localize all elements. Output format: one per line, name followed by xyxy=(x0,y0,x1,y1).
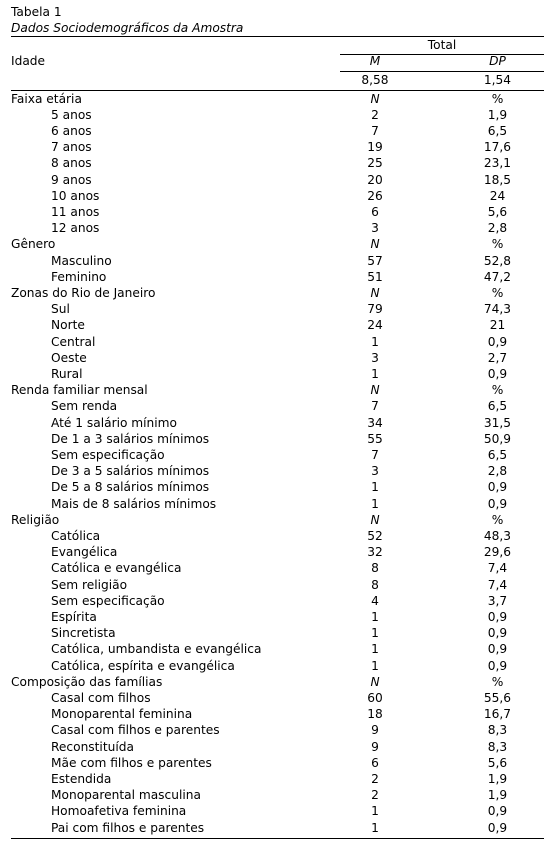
table-row xyxy=(11,334,544,350)
n-value: 19 xyxy=(367,140,383,155)
table-row xyxy=(11,139,544,155)
percent-header: % xyxy=(491,91,504,106)
table-row xyxy=(11,415,544,431)
row-label: Monoparental feminina xyxy=(51,707,193,722)
table-row xyxy=(11,609,544,625)
table-row xyxy=(11,172,544,188)
n-value: 2 xyxy=(371,771,379,786)
table-row xyxy=(11,269,544,285)
row-label: Homoafetiva feminina xyxy=(51,804,187,819)
percent-value: 2,8 xyxy=(487,221,508,236)
percent-value: 0,9 xyxy=(487,496,508,511)
row-label: 12 anos xyxy=(51,221,100,236)
n-value: 6 xyxy=(371,204,379,219)
row-label: Sem especificação xyxy=(51,447,165,462)
n-value: 9 xyxy=(371,739,379,754)
row-label: Feminino xyxy=(51,269,107,284)
row-label: De 3 a 5 salários mínimos xyxy=(51,464,210,479)
percent-value: 0,9 xyxy=(487,658,508,673)
section-header-row xyxy=(11,91,544,107)
n-value: 55 xyxy=(367,431,383,446)
table-row xyxy=(11,301,544,317)
row-label: Reconstituída xyxy=(51,739,134,754)
n-value: 1 xyxy=(371,626,379,641)
n-value: 3 xyxy=(371,221,379,236)
percent-value: 6,5 xyxy=(487,447,508,462)
table-row xyxy=(11,220,544,236)
table-title: Dados Sociodemográficos da Amostra xyxy=(11,21,244,35)
percent-value: 0,9 xyxy=(487,609,508,624)
percent-value: 24 xyxy=(489,188,506,203)
dp-value: 1,54 xyxy=(483,73,512,87)
n-value: 1 xyxy=(371,366,379,381)
n-value: 1 xyxy=(371,820,379,835)
row-label: 11 anos xyxy=(51,204,100,219)
row-label: 8 anos xyxy=(51,156,92,171)
table-row xyxy=(11,820,544,836)
row-label: Mais de 8 salários mínimos xyxy=(51,496,217,511)
percent-value: 0,9 xyxy=(487,804,508,819)
percent-value: 0,9 xyxy=(487,642,508,657)
row-label: Sul xyxy=(51,302,70,317)
n-value: 2 xyxy=(371,788,379,803)
row-label: 6 anos xyxy=(51,123,92,138)
row-label: 7 anos xyxy=(51,140,92,155)
table-row xyxy=(11,431,544,447)
table-row xyxy=(11,544,544,560)
table-row xyxy=(11,739,544,755)
percent-header: % xyxy=(491,674,504,689)
row-label: 10 anos xyxy=(51,188,100,203)
table-row xyxy=(11,107,544,123)
percent-value: 1,9 xyxy=(487,788,508,803)
table-row xyxy=(11,771,544,787)
n-header: N xyxy=(370,91,380,106)
percent-value: 2,8 xyxy=(487,464,508,479)
n-value: 1 xyxy=(371,480,379,495)
n-value: 1 xyxy=(371,642,379,657)
row-label: Evangélica xyxy=(51,545,118,560)
m-value: 8,58 xyxy=(361,73,389,87)
row-label: 9 anos xyxy=(51,172,92,187)
n-value: 52 xyxy=(367,528,383,543)
percent-value: 48,3 xyxy=(483,528,512,543)
percent-value: 21 xyxy=(489,318,506,333)
n-header: N xyxy=(370,285,380,300)
percent-value: 0,9 xyxy=(487,334,508,349)
row-label: De 5 a 8 salários mínimos xyxy=(51,480,210,495)
percent-value: 5,6 xyxy=(487,755,508,770)
n-header: N xyxy=(370,237,380,252)
percent-value: 17,6 xyxy=(483,140,512,155)
percent-header: % xyxy=(491,383,504,398)
n-value: 1 xyxy=(371,334,379,349)
n-value: 3 xyxy=(371,464,379,479)
row-label: Rural xyxy=(51,366,83,381)
idade-label: Idade xyxy=(11,54,46,68)
n-value: 34 xyxy=(367,415,383,430)
row-label: Monoparental masculina xyxy=(51,788,201,803)
percent-value: 23,1 xyxy=(483,156,512,171)
percent-value: 2,7 xyxy=(487,350,508,365)
table-row xyxy=(11,658,544,674)
row-label: Central xyxy=(51,334,96,349)
n-value: 8 xyxy=(371,577,379,592)
percent-value: 8,3 xyxy=(487,739,508,754)
n-value: 2 xyxy=(371,107,379,122)
n-value: 9 xyxy=(371,723,379,738)
table-row xyxy=(11,706,544,722)
n-value: 24 xyxy=(367,318,383,333)
percent-value: 0,9 xyxy=(487,366,508,381)
table-row xyxy=(11,722,544,738)
table-row xyxy=(11,625,544,641)
row-label: Católica, umbandista e evangélica xyxy=(51,642,262,657)
n-value: 4 xyxy=(371,593,379,608)
section-label: Composição das famílias xyxy=(11,674,163,689)
n-value: 25 xyxy=(367,156,383,171)
n-value: 7 xyxy=(371,447,379,462)
percent-value: 7,4 xyxy=(487,561,508,576)
n-value: 8 xyxy=(371,561,379,576)
percent-value: 16,7 xyxy=(483,707,512,722)
percent-value: 55,6 xyxy=(483,690,512,705)
row-label: Casal com filhos xyxy=(51,690,151,705)
percent-value: 1,9 xyxy=(487,771,508,786)
table-row xyxy=(11,366,544,382)
n-header: N xyxy=(370,674,380,689)
n-value: 3 xyxy=(371,350,379,365)
n-header: N xyxy=(370,512,380,527)
percent-value: 50,9 xyxy=(483,431,512,446)
table-row xyxy=(11,188,544,204)
section-header-row xyxy=(11,285,544,301)
percent-value: 6,5 xyxy=(487,123,508,138)
percent-value: 74,3 xyxy=(483,302,512,317)
table-row xyxy=(11,593,544,609)
percent-value: 31,5 xyxy=(483,415,512,430)
idade-values-row xyxy=(11,72,544,88)
table-container xyxy=(11,4,544,835)
dp-header: DP xyxy=(489,54,506,68)
percent-value: 47,2 xyxy=(483,269,512,284)
percent-value: 7,4 xyxy=(487,577,508,592)
n-value: 1 xyxy=(371,609,379,624)
table-row xyxy=(11,528,544,544)
row-label: Sem religião xyxy=(51,577,128,592)
table-row xyxy=(11,447,544,463)
n-value: 1 xyxy=(371,496,379,511)
n-value: 60 xyxy=(367,690,383,705)
row-label: Até 1 salário mínimo xyxy=(51,415,177,430)
percent-value: 18,5 xyxy=(483,172,512,187)
section-header-row xyxy=(11,382,544,398)
row-label: Espírita xyxy=(51,609,97,624)
n-value: 26 xyxy=(367,188,383,203)
table-row xyxy=(11,496,544,512)
percent-value: 8,3 xyxy=(487,723,508,738)
percent-value: 1,9 xyxy=(487,107,508,122)
row-label: De 1 a 3 salários mínimos xyxy=(51,431,210,446)
table-row xyxy=(11,317,544,333)
table-row xyxy=(11,755,544,771)
row-label: 5 anos xyxy=(51,107,92,122)
n-value: 20 xyxy=(367,172,383,187)
percent-header: % xyxy=(491,512,504,527)
table-number: Tabela 1 xyxy=(11,5,62,19)
section-label: Religião xyxy=(11,512,60,527)
n-header: N xyxy=(370,383,380,398)
row-label: Pai com filhos e parentes xyxy=(51,820,205,835)
n-value: 32 xyxy=(367,545,383,560)
percent-value: 52,8 xyxy=(483,253,512,268)
table-row xyxy=(11,690,544,706)
row-label: Mãe com filhos e parentes xyxy=(51,755,212,770)
section-label: Gênero xyxy=(11,237,56,252)
table-row xyxy=(11,123,544,139)
n-value: 7 xyxy=(371,123,379,138)
section-label: Zonas do Rio de Janeiro xyxy=(11,285,156,300)
table-row xyxy=(11,253,544,269)
row-label: Sem especificação xyxy=(51,593,165,608)
percent-value: 0,9 xyxy=(487,480,508,495)
table-row xyxy=(11,641,544,657)
table-row xyxy=(11,155,544,171)
row-label: Católica xyxy=(51,528,101,543)
section-label: Renda familiar mensal xyxy=(11,383,148,398)
m-header: M xyxy=(369,54,381,68)
row-label: Católica e evangélica xyxy=(51,561,182,576)
table-row xyxy=(11,350,544,366)
row-label: Norte xyxy=(51,318,85,333)
section-header-row xyxy=(11,512,544,528)
row-label: Católica, espírita e evangélica xyxy=(51,658,235,673)
n-value: 7 xyxy=(371,399,379,414)
row-label: Oeste xyxy=(51,350,87,365)
percent-value: 3,7 xyxy=(487,593,508,608)
n-value: 6 xyxy=(371,755,379,770)
bottom-rule xyxy=(11,838,544,839)
total-header: Total xyxy=(427,38,457,52)
row-label: Casal com filhos e parentes xyxy=(51,723,220,738)
table-row xyxy=(11,398,544,414)
table-row xyxy=(11,204,544,220)
row-label: Estendida xyxy=(51,771,112,786)
percent-header: % xyxy=(491,237,504,252)
n-value: 1 xyxy=(371,804,379,819)
n-value: 57 xyxy=(367,253,383,268)
percent-header: % xyxy=(491,285,504,300)
table-row xyxy=(11,803,544,819)
total-header-row xyxy=(11,37,544,53)
percent-value: 29,6 xyxy=(483,545,512,560)
table-row xyxy=(11,577,544,593)
row-label: Sem renda xyxy=(51,399,118,414)
table-row xyxy=(11,560,544,576)
table-row xyxy=(11,787,544,803)
percent-value: 6,5 xyxy=(487,399,508,414)
percent-value: 0,9 xyxy=(487,820,508,835)
percent-value: 5,6 xyxy=(487,204,508,219)
section-header-row xyxy=(11,674,544,690)
table-row xyxy=(11,479,544,495)
row-label: Sincretista xyxy=(51,626,116,641)
section-header-row xyxy=(11,236,544,252)
n-value: 18 xyxy=(367,707,383,722)
table-row xyxy=(11,463,544,479)
percent-value: 0,9 xyxy=(487,626,508,641)
section-label: Faixa etária xyxy=(11,91,82,106)
idade-header-row xyxy=(11,53,544,69)
n-value: 79 xyxy=(367,302,383,317)
n-value: 51 xyxy=(367,269,383,284)
row-label: Masculino xyxy=(51,253,112,268)
n-value: 1 xyxy=(371,658,379,673)
